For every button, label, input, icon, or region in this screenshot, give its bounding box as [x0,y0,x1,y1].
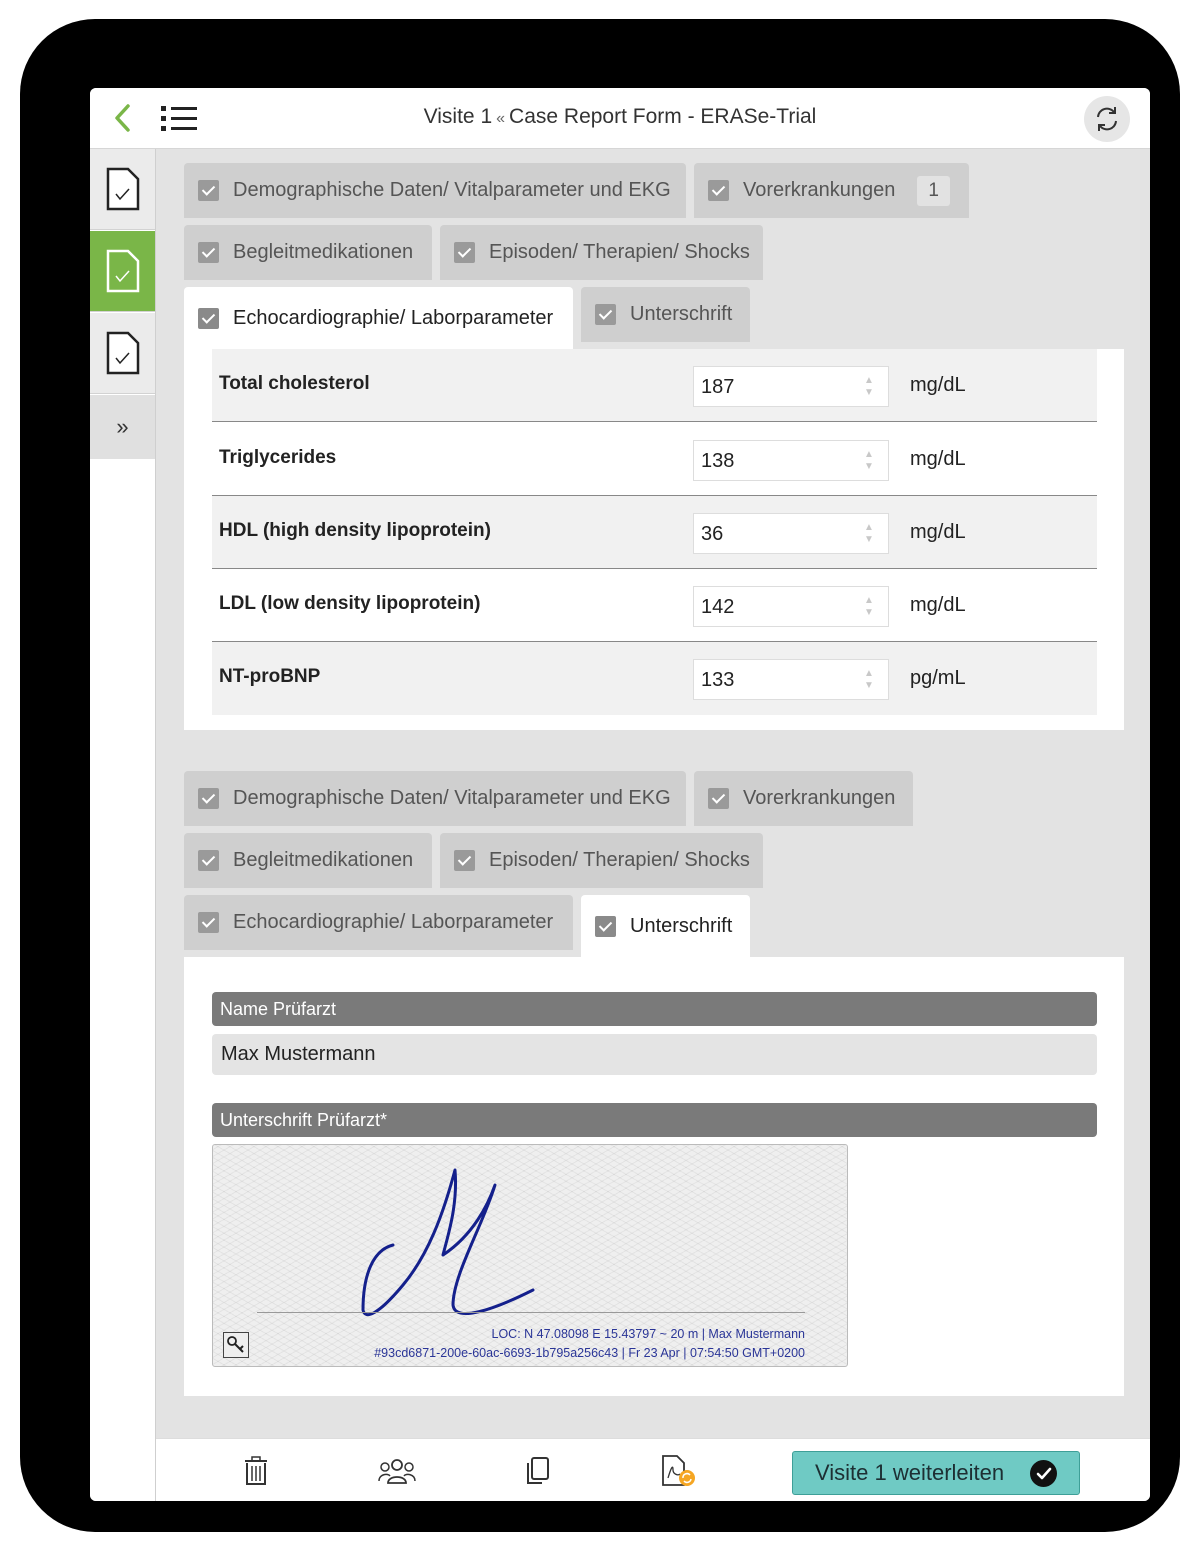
checkbox-icon [198,180,219,201]
tab-label: Unterschrift [630,914,733,937]
lab-unit: mg/dL [910,374,966,396]
page-title [90,105,1150,129]
signature-location: LOC: N 47.08098 E 15.43797 ~ 20 m | Max Mustermann [491,1327,805,1341]
sidebar-expand-button[interactable] [90,395,155,459]
checkbox-icon [198,242,219,263]
lab-label: HDL (high density lipoprotein) [219,520,491,541]
app-screen [90,88,1150,1501]
signature-panel [184,957,1124,1396]
visit-title: Visite 1 [423,105,493,128]
title-separator: « [496,110,506,127]
spinner-arrows-icon[interactable]: ▲ ▼ [864,375,874,398]
lab-row [212,496,1097,569]
signature-pad[interactable] [212,1144,848,1367]
tab-label: Unterschrift [630,303,733,325]
tab-label: Demographische Daten/ Vitalparameter und EKG [233,787,671,809]
tab-demographics[interactable] [184,771,686,826]
tab-echocardiographie[interactable] [184,287,573,349]
lab-value: 187 [701,376,735,398]
sidebar [90,149,156,1501]
count-badge: 1 [917,176,950,206]
signature-baseline [257,1312,805,1313]
tab-label: Begleitmedikationen [233,241,414,263]
checkbox-icon [454,242,475,263]
lab-values-panel [184,349,1124,730]
lab-value: 142 [701,596,735,618]
lab-value-input[interactable] [693,586,889,627]
lab-value-input[interactable] [693,366,889,407]
spinner-arrows-icon[interactable]: ▲ ▼ [864,595,874,618]
signature-field-header: Unterschrift Prüfarzt* [212,1103,1097,1137]
tab-label: Vorerkrankungen [743,179,896,201]
lab-value-input[interactable] [693,513,889,554]
pdf-sync-icon [659,1454,697,1488]
tab-label: Echocardiographie/ Laborparameter [233,306,554,329]
checkbox-icon [198,788,219,809]
document-check-icon [105,330,141,376]
lab-value-input[interactable] [693,659,889,700]
sync-button[interactable] [1084,96,1130,142]
users-group-icon [378,1457,416,1485]
footer-toolbar [156,1438,1150,1501]
lab-row [212,423,1097,496]
tablet-frame [20,19,1180,1532]
check-circle-icon [1030,1460,1057,1487]
lab-value: 133 [701,669,735,691]
tab-begleitmedikationen[interactable] [184,833,432,888]
signature-hash: #93cd6871-200e-60ac-6693-1b795a256c43 | Fr 23 Apr | 07:54:50 GMT+0200 [374,1346,805,1360]
tab-vorerkrankungen[interactable] [694,771,913,826]
forward-visit-label: Visite 1 weiterleiten [815,1460,1005,1485]
tab-label: Demographische Daten/ Vitalparameter und EKG [233,179,671,201]
lab-label: LDL (low density lipoprotein) [219,593,481,614]
lab-row [212,642,1097,715]
pdf-sync-button[interactable] [658,1452,698,1490]
spinner-arrows-icon[interactable]: ▲ ▼ [864,522,874,545]
refresh-icon [1093,105,1121,133]
tab-unterschrift[interactable] [581,895,750,957]
copy-button[interactable] [517,1452,557,1490]
signature-key-button[interactable] [223,1332,249,1358]
tab-episoden[interactable] [440,225,763,280]
checkbox-icon [595,304,616,325]
double-chevron-right-icon: » [116,414,129,439]
form-title: Case Report Form - ERASe-Trial [509,105,817,128]
copy-icon [523,1456,551,1486]
lab-unit: mg/dL [910,521,966,543]
tab-begleitmedikationen[interactable] [184,225,432,280]
sidebar-item-form-1[interactable] [90,149,155,230]
lab-label: NT-proBNP [219,666,321,687]
checkbox-icon [595,916,616,937]
tab-vorerkrankungen[interactable] [694,163,969,218]
lab-value: 138 [701,450,735,472]
lab-row [212,349,1097,422]
spinner-arrows-icon[interactable]: ▲ ▼ [864,449,874,472]
name-field-header: Name Prüfarzt [212,992,1097,1026]
lab-unit: mg/dL [910,448,966,470]
sidebar-item-form-2[interactable] [90,231,155,312]
lab-unit: pg/mL [910,667,966,689]
checkbox-icon [708,180,729,201]
tab-label: Echocardiographie/ Laborparameter [233,911,554,933]
participants-button[interactable] [377,1452,417,1490]
name-field[interactable]: Max Mustermann [212,1034,1097,1075]
lab-label: Triglycerides [219,447,337,468]
document-check-icon [105,166,141,212]
sidebar-item-form-3[interactable] [90,313,155,394]
checkbox-icon [454,850,475,871]
lab-value-input[interactable] [693,440,889,481]
tab-label: Episoden/ Therapien/ Shocks [489,241,750,263]
app-header [90,88,1150,149]
tab-demographics[interactable] [184,163,686,218]
tab-label: Vorerkrankungen [743,787,896,809]
tab-label: Episoden/ Therapien/ Shocks [489,849,750,871]
document-check-icon [105,248,141,294]
tab-episoden[interactable] [440,833,763,888]
lab-value: 36 [701,523,724,545]
checkbox-icon [198,308,219,329]
trash-icon [242,1456,270,1486]
lab-unit: mg/dL [910,594,966,616]
checkbox-icon [708,788,729,809]
tab-unterschrift[interactable] [581,287,750,342]
tab-echocardiographie[interactable] [184,895,573,950]
key-icon [226,1335,246,1355]
delete-button[interactable] [236,1452,276,1490]
lab-label: Total cholesterol [219,373,370,394]
forward-visit-button[interactable] [792,1451,1080,1495]
checkbox-icon [198,912,219,933]
lab-row [212,569,1097,642]
checkbox-icon [198,850,219,871]
spinner-arrows-icon[interactable]: ▲ ▼ [864,668,874,691]
tab-label: Begleitmedikationen [233,849,414,871]
